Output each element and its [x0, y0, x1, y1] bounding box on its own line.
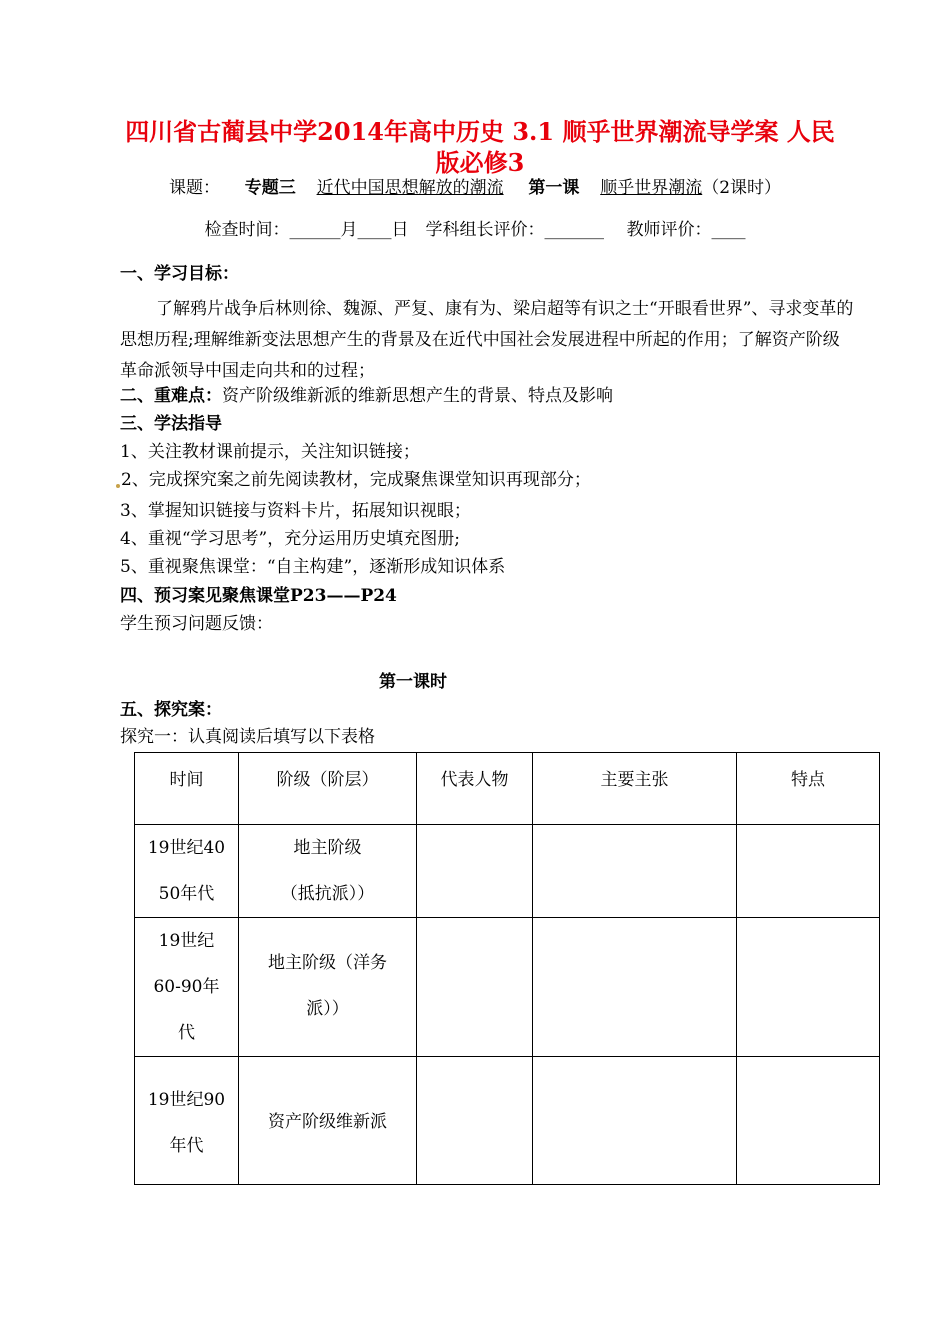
method-item-5: 5、重视聚焦课堂：“自主构建”，逐渐形成知识体系 [120, 557, 506, 577]
method-item-3: 3、掌握知识链接与资料卡片，拓展知识视眼； [120, 501, 471, 521]
key-text: 资产阶级维新派的维新思想产生的背景、特点及影响 [222, 386, 613, 406]
cell-time [135, 825, 239, 918]
lesson-label: 课题： [168, 178, 220, 198]
lesson-number: 第一课 [528, 178, 580, 198]
lesson-topic: 专题三 [244, 178, 296, 198]
cell-features[interactable] [737, 1057, 880, 1185]
cell-time [135, 918, 239, 1057]
explore-table [134, 752, 880, 1185]
table-header-row [135, 753, 880, 825]
cell-features[interactable] [737, 825, 880, 918]
cell-time-line: 19世纪40 [147, 838, 226, 858]
cell-class-line: 地主阶级（洋务 [268, 953, 387, 973]
lesson-line [0, 176, 950, 200]
lesson-topic-name: 近代中国思想解放的潮流 [316, 178, 504, 198]
document-title [100, 116, 860, 178]
cell-time-line: 代 [178, 1023, 195, 1043]
cell-time-line: 19世纪 [158, 931, 215, 951]
key-heading: 二、重难点： [120, 386, 222, 406]
title-line-1: 四川省古蔺县中学2014年高中历史 3.1 顺乎世界潮流导学案 人民 [125, 117, 835, 146]
cell-people[interactable] [417, 825, 533, 918]
explore-heading: 五、探究案： [120, 700, 222, 720]
header-features: 特点 [737, 753, 880, 825]
lesson-name: 顺乎世界潮流 [600, 178, 703, 198]
cell-class [239, 918, 417, 1057]
cell-people[interactable] [417, 1057, 533, 1185]
key-line [120, 384, 613, 408]
goals-text: 了解鸦片战争后林则徐、魏源、严复、康有为、梁启超等有识之士“开眼看世界”、寻求变革的思想历程;理解维新变法思想产生的背景及在近代中国社会发展进程中所起的作用；了解资产阶级革命派领导中国走向共和的过程； [120, 299, 854, 381]
header-people: 代表人物 [417, 753, 533, 825]
header-class: 阶级（阶层） [239, 753, 417, 825]
cell-time-line: 19世纪90 [147, 1090, 226, 1110]
cell-class [239, 825, 417, 918]
table-row [135, 1057, 880, 1185]
title-line-2: 版必修3 [435, 148, 525, 177]
table-row [135, 825, 880, 918]
method-item-2-wrap [116, 468, 591, 492]
cell-class [239, 1057, 417, 1185]
cell-time-line: 年代 [169, 1136, 204, 1156]
cell-features[interactable] [737, 918, 880, 1057]
goals-heading: 一、学习目标： [120, 264, 239, 284]
cell-claims[interactable] [533, 918, 737, 1057]
header-time: 时间 [135, 753, 239, 825]
preview-heading: 四、预习案见聚焦课堂P23——P24 [120, 586, 397, 606]
marker-dot [116, 484, 120, 488]
cell-people[interactable] [417, 918, 533, 1057]
cell-claims[interactable] [533, 825, 737, 918]
cell-class-line: 派）） [306, 999, 349, 1019]
cell-class-line: 地主阶级 [293, 838, 362, 858]
table-row [135, 918, 880, 1057]
method-heading: 三、学法指导 [120, 414, 222, 434]
method-item-4: 4、重视“学习思考”，充分运用历史填充图册; [120, 529, 460, 549]
preview-text: 学生预习问题反馈： [120, 614, 273, 634]
cell-time-line: 60-90年 [153, 977, 220, 997]
cell-time [135, 1057, 239, 1185]
cell-class-line: （抵抗派）） [280, 884, 375, 904]
method-item-1: 1、关注教材课前提示，关注知识链接； [120, 442, 420, 462]
lesson-hours: （2课时） [702, 178, 782, 198]
cell-claims[interactable] [533, 1057, 737, 1185]
header-claims: 主要主张 [533, 753, 737, 825]
explore-text: 探究一：认真阅读后填写以下表格 [120, 727, 375, 747]
check-line: 检查时间：______月____日 学科组长评价：_______ 教师评价：____ [204, 220, 746, 240]
method-item-2: 2、完成探究案之前先阅读教材，完成聚焦课堂知识再现部分； [121, 470, 591, 490]
cell-time-line: 50年代 [158, 884, 215, 904]
cell-class-line: 资产阶级维新派 [268, 1112, 387, 1132]
period-title: 第一课时 [379, 672, 447, 692]
